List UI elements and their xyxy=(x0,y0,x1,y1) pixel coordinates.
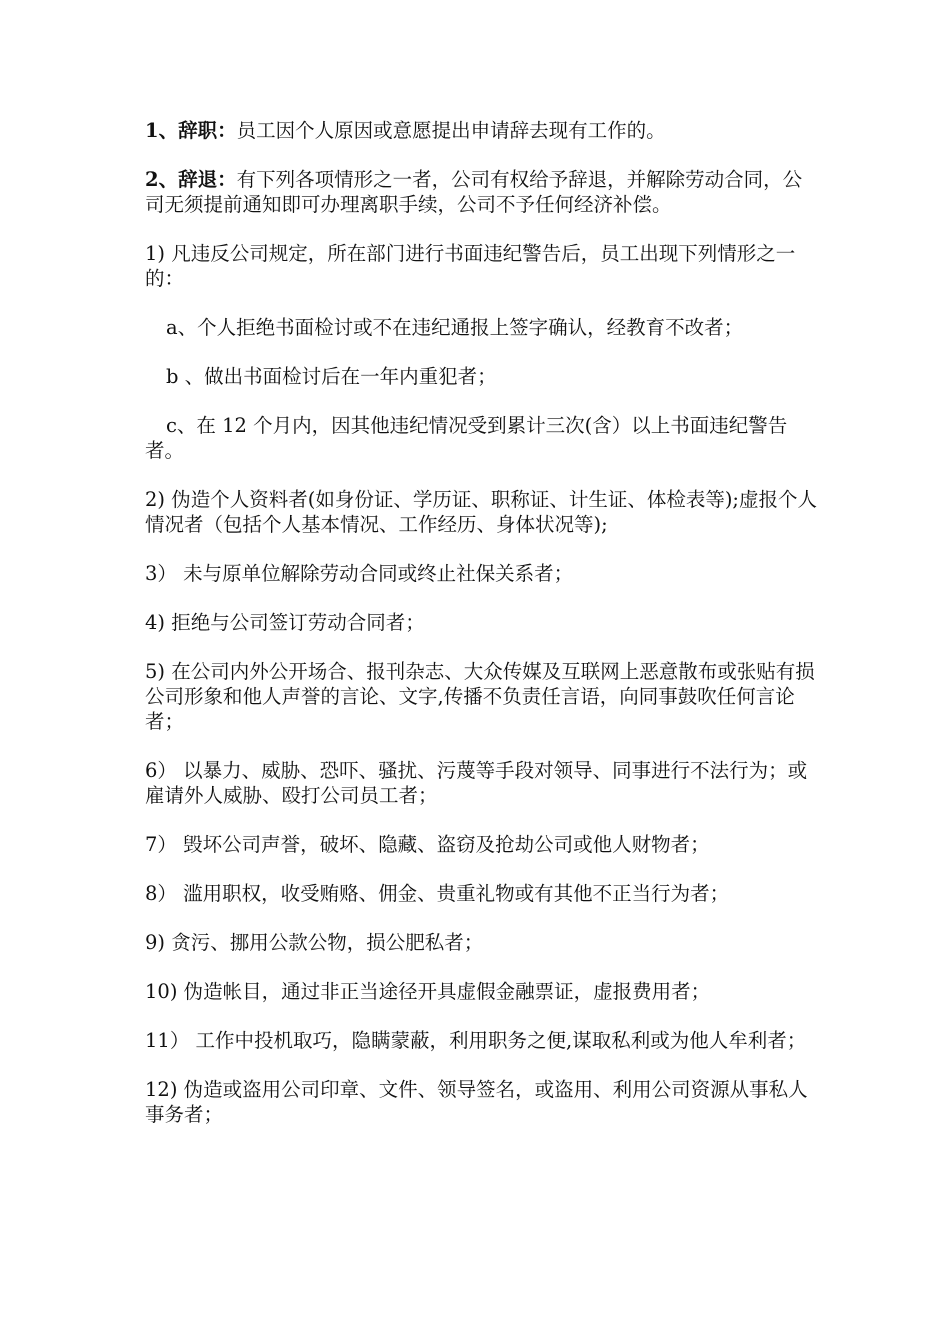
list-item: 8） 滥用职权，收受贿赂、佣金、贵重礼物或有其他不正当行为者； xyxy=(145,882,730,905)
list-item: 12) 伪造或盗用公司印章、文件、领导签名，或盗用、利用公司资源从事私人事务者； xyxy=(145,1078,808,1126)
heading-dismissal: 2、辞退： xyxy=(145,168,237,191)
list-item: 1) 凡违反公司规定，所在部门进行书面违纪警告后，员工出现下列情形之一的： xyxy=(145,242,796,290)
list-item: 5) 在公司内外公开场合、报刊杂志、大众传媒及互联网上恶意散布或张贴有损公司形象和他人声誉的言论、文字,传播不负责任言语，向同事鼓吹任何言论者； xyxy=(145,660,815,733)
list-subitem-b: b 、做出书面检讨后在一年内重犯者； xyxy=(166,365,497,388)
list-item: 11） 工作中投机取巧，隐瞒蒙蔽，利用职务之便,谋取私利或为他人牟利者； xyxy=(145,1029,807,1052)
text-resignation: 员工因个人原因或意愿提出申请辞去现有工作的。 xyxy=(236,119,666,142)
document-body xyxy=(145,118,817,1151)
list-item: 9) 贪污、挪用公款公物，损公肥私者； xyxy=(145,931,484,954)
paragraph-dismissal xyxy=(145,167,817,217)
list-item: 7） 毁坏公司声誉，破坏、隐藏、盗窃及抢劫公司或他人财物者； xyxy=(145,833,710,856)
list-item: 10) 伪造帐目，通过非正当途径开具虚假金融票证，虚报费用者； xyxy=(145,980,711,1003)
list-subitem-c: c、在 12 个月内，因其他违纪情况受到累计三次(含）以上书面违纪警告者。 xyxy=(145,414,788,462)
list-item: 4) 拒绝与公司签订劳动合同者； xyxy=(145,611,425,634)
paragraph-resignation xyxy=(145,118,817,143)
list-item: 2) 伪造个人资料者(如身份证、学历证、职称证、计生证、体检表等);虚报个人情况者（包括个人基本情况、工作经历、身体状况等); xyxy=(145,488,817,536)
heading-resignation: 1、辞职： xyxy=(145,119,237,142)
text-dismissal: 有下列各项情形之一者，公司有权给予辞退，并解除劳动合同，公司无须提前通知即可办理离职手续，公司不予任何经济补偿。 xyxy=(145,168,803,216)
list-subitem-a: a、个人拒绝书面检讨或不在违纪通报上签字确认，经教育不改者； xyxy=(166,316,744,339)
list-item: 6） 以暴力、威胁、恐吓、骚扰、污蔑等手段对领导、同事进行不法行为；或雇请外人威胁、殴打公司员工者； xyxy=(145,759,808,807)
list-item: 3） 未与原单位解除劳动合同或终止社保关系者； xyxy=(145,562,574,585)
